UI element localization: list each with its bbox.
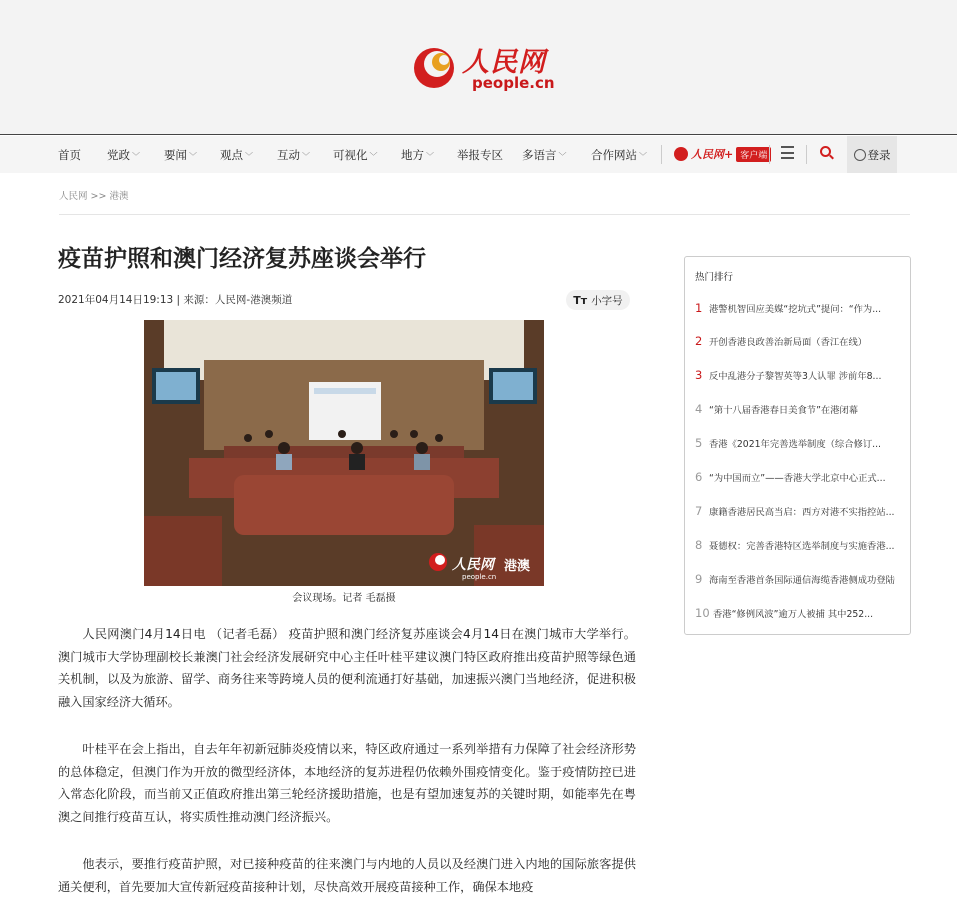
hot-item[interactable] — [695, 300, 901, 316]
nav-divider — [769, 145, 770, 164]
nav-opinion[interactable] — [220, 147, 253, 163]
app-name: 人民网+ — [691, 148, 734, 161]
font-size-toggle[interactable] — [566, 290, 630, 310]
nav-label: 互动 — [277, 148, 300, 162]
nav-local[interactable] — [401, 147, 434, 163]
chevron-down-icon: ﹀ — [558, 152, 567, 161]
hot-link[interactable]: 香港《2021年完善选举制度（综合修订... — [709, 439, 881, 450]
menu-icon[interactable] — [781, 146, 794, 159]
nav-partners[interactable] — [591, 147, 647, 163]
nav-label: 地方 — [401, 148, 424, 162]
hot-rank: 3 — [695, 368, 703, 382]
article-photo — [144, 320, 544, 586]
hot-rank: 9 — [695, 572, 703, 586]
hot-item[interactable] — [695, 435, 901, 451]
chevron-down-icon: ﹀ — [245, 152, 253, 161]
photo-watermark-region: 港澳 — [504, 559, 531, 574]
chevron-down-icon: ﹀ — [302, 152, 310, 161]
hot-item[interactable] — [695, 333, 901, 349]
nav-divider — [661, 145, 662, 164]
photo-caption: 会议现场。记者 毛磊摄 — [292, 593, 396, 604]
nav-label: 可视化 — [333, 148, 368, 162]
article-title: 疫苗护照和澳门经济复苏座谈会举行 — [58, 246, 426, 272]
people-logo[interactable] — [412, 34, 562, 98]
hot-item[interactable] — [695, 469, 901, 485]
chevron-down-icon: ﹀ — [426, 152, 434, 161]
nav-label: 党政 — [107, 148, 130, 162]
hot-link[interactable]: “第十八届香港春日美食节”在港闭幕 — [709, 405, 859, 416]
main-nav — [0, 136, 957, 173]
article-paragraph-1: 人民网澳门4月14日电 （记者毛磊） 疫苗护照和澳门经济复苏座谈会4月14日在澳门城市大学举行。澳门城市大学协理副校长兼澳门社会经济发展研究中心主任叶桂平建议澳门特区政府推出疫苗护照等绿色通关机制，以及为旅游、留学、商务往来等跨境人员的便利流通打好基础，加速振兴澳门当地经济，促进积极融入国家经济大循环。 — [58, 627, 636, 709]
hot-item[interactable] — [695, 537, 901, 553]
hot-link[interactable]: 香港“修例风波”逾万人被捕 其中252... — [713, 609, 874, 620]
hot-rank: 1 — [695, 301, 703, 315]
hot-link[interactable]: 康籍香港居民高当启：西方对港不实指控站... — [709, 507, 895, 518]
article-meta: 2021年04月14日19:13 | 来源：人民网-港澳频道 — [58, 294, 293, 306]
photo-watermark-en: people.cn — [462, 573, 497, 581]
nav-label: 首页 — [58, 148, 81, 162]
nav-home[interactable] — [58, 147, 81, 163]
nav-label: 多语言 — [522, 148, 557, 162]
nav-report[interactable] — [457, 147, 503, 163]
header-band — [0, 0, 957, 135]
hot-item[interactable] — [695, 503, 901, 519]
article-paragraph-2: 叶桂平在会上指出，自去年年初新冠肺炎疫情以来，特区政府通过一系列举措有力保障了社会经济形势的总体稳定，但澳门作为开放的微型经济体，本地经济的复苏进程仍依赖外围疫情变化。鉴于疫情防控已进入常态化阶段，而当前又正值政府推出第三轮经济援助措施，也是有望加速复苏的关键时期，如能率先在粤澳之间推行疫苗互认，将实质性推动澳门经济振兴。 — [58, 742, 636, 824]
hot-link[interactable]: 海南至香港首条国际通信海缆香港侧成功登陆 — [709, 575, 895, 586]
hot-item[interactable] — [695, 401, 901, 417]
logo-swirl-icon — [412, 40, 462, 96]
hot-item[interactable] — [695, 605, 901, 621]
hot-link[interactable]: 开创香港良政善治新局面（香江在线） — [709, 337, 868, 348]
logo-en-text: people.cn — [472, 74, 555, 92]
nav-party[interactable] — [107, 147, 140, 163]
chevron-down-icon: ﹀ — [132, 152, 140, 161]
nav-news[interactable] — [164, 147, 197, 163]
hot-rank: 6 — [695, 470, 703, 484]
divider — [59, 214, 910, 215]
text-size-icon: Tт — [573, 293, 588, 307]
meeting-room-illustration — [144, 320, 544, 586]
hot-item[interactable] — [695, 571, 901, 587]
nav-label: 观点 — [220, 148, 243, 162]
nav-label: 合作网站 — [591, 148, 637, 162]
nav-visual[interactable] — [333, 147, 378, 163]
font-size-label: 小字号 — [591, 294, 623, 307]
hot-rank: 2 — [695, 334, 703, 348]
nav-language[interactable] — [522, 147, 567, 163]
photo-watermark-cn: 人民网 — [452, 557, 494, 573]
logo-cn-text: 人民网 — [462, 47, 546, 78]
login-button[interactable] — [847, 136, 897, 173]
hot-rank: 7 — [695, 504, 703, 518]
breadcrumb[interactable]: 人民网 >> 港澳 — [59, 191, 129, 202]
chevron-down-icon: ﹀ — [369, 152, 378, 161]
hot-ranking-panel — [684, 256, 911, 635]
hot-item[interactable] — [695, 367, 901, 383]
hot-rank: 4 — [695, 402, 703, 416]
app-badge: 客户端 — [736, 147, 771, 162]
chevron-down-icon: ﹀ — [639, 152, 647, 161]
hot-ranking-title: 热门排行 — [695, 272, 734, 283]
chevron-down-icon: ﹀ — [189, 152, 197, 161]
search-icon[interactable] — [820, 146, 834, 160]
nav-interact[interactable] — [277, 147, 310, 163]
app-logo-icon — [674, 147, 688, 161]
hot-link[interactable]: “为中国而立”——香港大学北京中心正式... — [709, 473, 886, 484]
hot-link[interactable]: 港警机智回应美媒“挖坑式”提问：“作为... — [709, 304, 882, 315]
hot-rank: 10 — [695, 606, 710, 620]
hot-rank: 5 — [695, 436, 703, 450]
user-icon — [854, 149, 866, 161]
hot-rank: 8 — [695, 538, 703, 552]
login-label: 登录 — [867, 147, 891, 162]
hot-link[interactable]: 聂德权：完善香港特区选举制度与实施香港... — [709, 541, 895, 552]
article-paragraph-3: 他表示，要推行疫苗护照，对已接种疫苗的往来澳门与内地的人员以及经澳门进入内地的国际旅客提供通关便利，首先要加大宣传新冠疫苗接种计划，尽快高效开展疫苗接种工作，确保本地疫 — [58, 857, 636, 894]
app-download-link[interactable] — [674, 145, 771, 163]
hot-link[interactable]: 反中乱港分子黎智英等3人认罪 涉前年8... — [709, 371, 882, 382]
nav-label: 要闻 — [164, 148, 187, 162]
nav-label: 举报专区 — [457, 148, 503, 162]
nav-divider — [806, 145, 807, 164]
